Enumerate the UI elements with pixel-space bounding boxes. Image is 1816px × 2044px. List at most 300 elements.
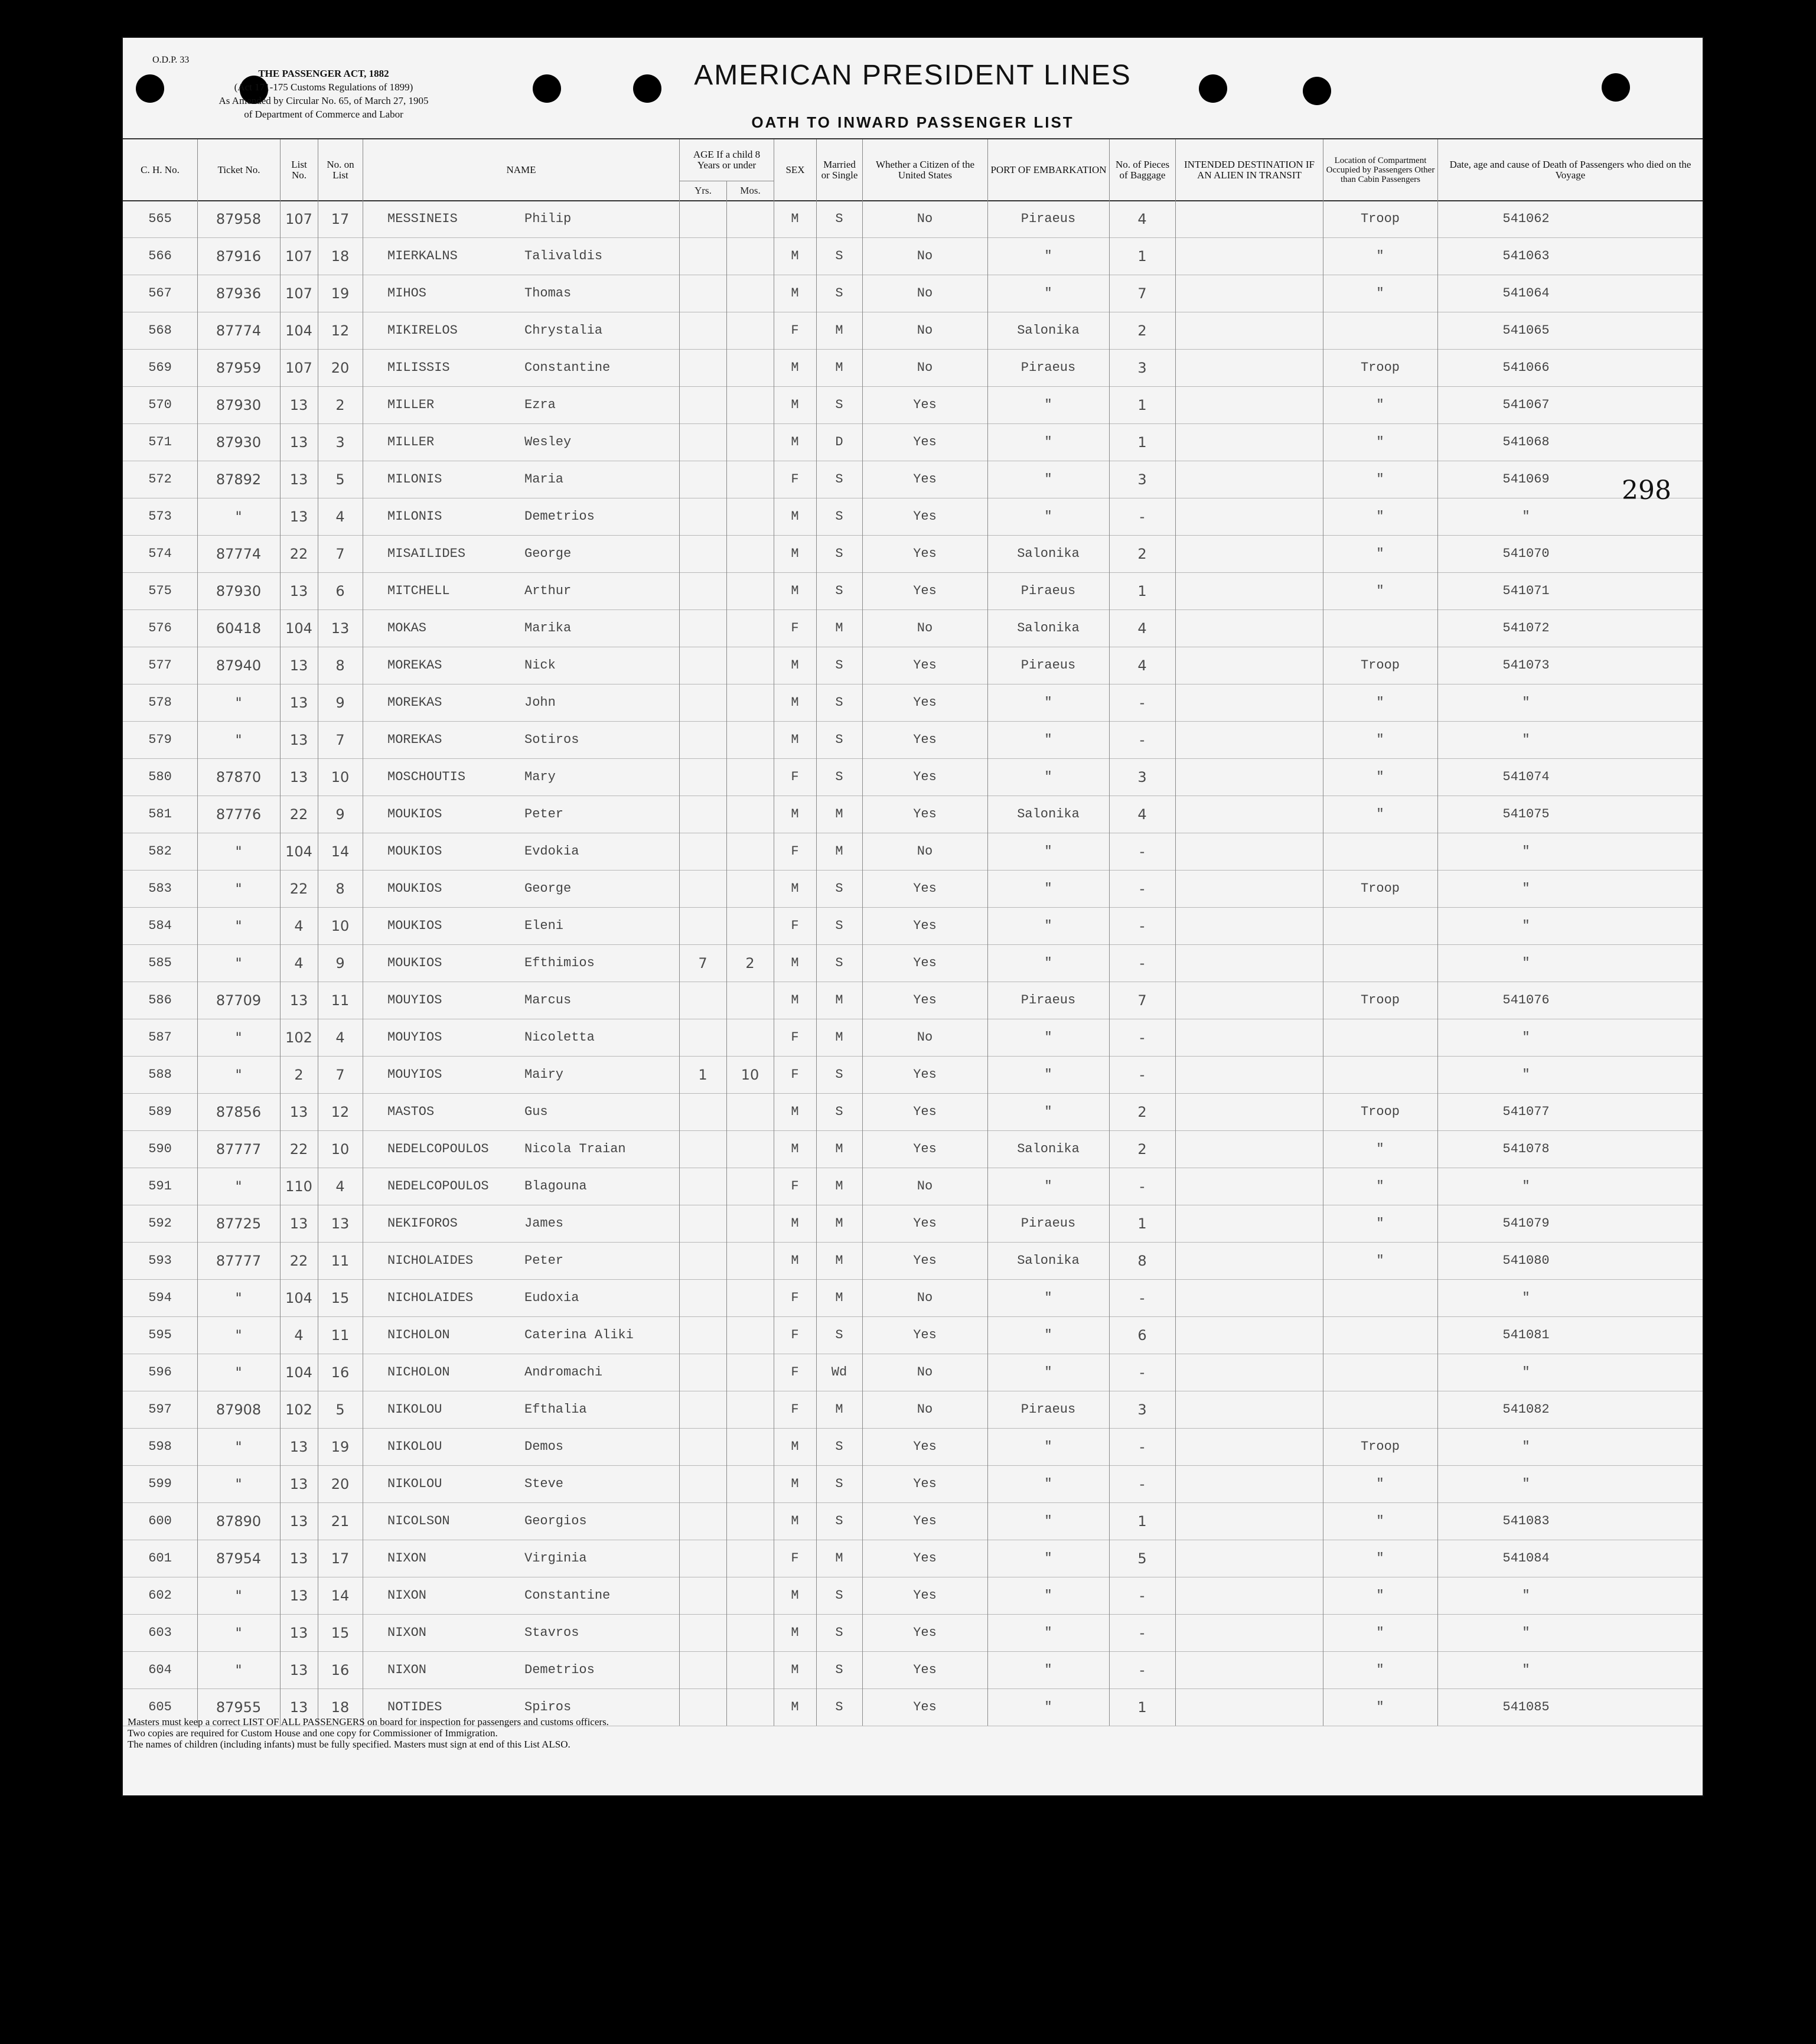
cell-port: " <box>1044 509 1052 524</box>
cell-surname: MOUKIOS <box>387 918 442 933</box>
cell-citizen: Yes <box>913 1625 937 1640</box>
cell-location: " <box>1376 509 1384 524</box>
cell-baggage: - <box>1139 731 1145 748</box>
cell-ticket-no: 87930 <box>216 433 262 451</box>
cell-age-mos <box>726 1279 774 1316</box>
cell-married: S <box>835 1439 843 1454</box>
cell-citizen: Yes <box>913 1662 937 1677</box>
cell-age-mos <box>726 833 774 870</box>
cell-age-mos <box>726 907 774 944</box>
cell-list-no: 104 <box>285 620 312 637</box>
cell-married: M <box>835 1253 843 1268</box>
cell-given-name: Virginia <box>524 1551 587 1566</box>
cell-age-mos <box>726 1577 774 1614</box>
cell-age-mos <box>726 349 774 386</box>
table-row <box>123 461 1703 498</box>
cell-death: 541079 <box>1502 1216 1550 1231</box>
cell-location: Troop <box>1360 658 1400 673</box>
cell-list-no: 13 <box>289 1587 308 1604</box>
cell-list-no: 102 <box>285 1401 312 1418</box>
cell-surname: NICOLSON <box>387 1514 450 1528</box>
cell-no-on-list: 16 <box>331 1364 350 1381</box>
cell-ch-no: 601 <box>148 1551 172 1566</box>
cell-ticket-no: 87777 <box>216 1140 262 1158</box>
cell-death: " <box>1522 1067 1530 1082</box>
cell-ticket-no: 87774 <box>216 545 262 562</box>
cell-location <box>1323 312 1437 349</box>
cell-age-mos: 10 <box>741 1066 759 1083</box>
table-row <box>123 684 1703 722</box>
cell-port: Salonika <box>1017 807 1080 821</box>
cell-death: 541085 <box>1502 1700 1550 1714</box>
cell-surname: MOUKIOS <box>387 881 442 896</box>
cell-port: " <box>1044 770 1052 784</box>
cell-sex: M <box>791 807 799 821</box>
cell-surname: MIERKALNS <box>387 249 458 263</box>
cell-age-mos <box>726 572 774 609</box>
cell-baggage: 3 <box>1137 471 1147 488</box>
cell-sex: M <box>791 435 799 449</box>
cell-given-name: Sotiros <box>524 732 579 747</box>
cell-baggage: 4 <box>1137 210 1147 227</box>
cell-citizen: Yes <box>913 695 937 710</box>
cell-location <box>1323 1019 1437 1056</box>
cell-death: 541071 <box>1502 583 1550 598</box>
header-list-no: List No. <box>280 139 318 200</box>
column-rule <box>726 200 727 1726</box>
cell-age-yrs <box>679 1205 726 1242</box>
cell-sex: F <box>791 1402 799 1417</box>
cell-age-yrs <box>679 1465 726 1502</box>
cell-baggage: 3 <box>1137 1401 1147 1418</box>
cell-age-yrs <box>679 386 726 423</box>
cell-age-yrs <box>679 1242 726 1279</box>
cell-age-yrs <box>679 1428 726 1465</box>
cell-location: " <box>1376 1179 1384 1194</box>
cell-location: " <box>1376 583 1384 598</box>
cell-citizen: No <box>917 249 933 263</box>
cell-port: " <box>1044 844 1052 859</box>
cell-sex: F <box>791 1030 799 1045</box>
cell-married: M <box>835 1030 843 1045</box>
cell-sex: F <box>791 1365 799 1380</box>
cell-age-yrs <box>679 1093 726 1130</box>
cell-married: S <box>835 770 843 784</box>
cell-citizen: No <box>917 844 933 859</box>
cell-list-no: 107 <box>285 247 312 265</box>
table-row <box>123 1614 1703 1652</box>
cell-sex: M <box>791 1216 799 1231</box>
cell-death: 541074 <box>1502 770 1550 784</box>
cell-given-name: Stavros <box>524 1625 579 1640</box>
cell-surname: MIHOS <box>387 286 427 301</box>
cell-no-on-list: 17 <box>331 210 350 227</box>
cell-list-no: 13 <box>289 657 308 674</box>
table-row <box>123 1242 1703 1280</box>
cell-given-name: Talivaldis <box>524 249 603 263</box>
cell-age-yrs <box>679 1540 726 1577</box>
table-row <box>123 572 1703 610</box>
cell-surname: NIKOLOU <box>387 1439 442 1454</box>
cell-citizen: Yes <box>913 1142 937 1156</box>
cell-ch-no: 570 <box>148 397 172 412</box>
cell-port: " <box>1044 1439 1052 1454</box>
cell-death: 541078 <box>1502 1142 1550 1156</box>
document-subtitle: OATH TO INWARD PASSENGER LIST <box>751 113 1074 131</box>
act-line: of Department of Commerce and Labor <box>244 109 403 120</box>
cell-baggage: 6 <box>1137 1326 1147 1344</box>
cell-location <box>1323 833 1437 870</box>
cell-surname: MOREKAS <box>387 732 442 747</box>
cell-given-name: Nick <box>524 658 556 673</box>
cell-port: Piraeus <box>1021 360 1076 375</box>
cell-location: " <box>1376 770 1384 784</box>
cell-ticket-no: 87870 <box>216 768 262 785</box>
cell-sex: M <box>791 1439 799 1454</box>
table-row <box>123 609 1703 647</box>
cell-surname: MOUYIOS <box>387 1067 442 1082</box>
cell-ticket-no: " <box>235 1438 242 1455</box>
cell-baggage: 7 <box>1137 992 1147 1009</box>
cell-baggage: 1 <box>1137 582 1147 599</box>
cell-given-name: Chrystalia <box>524 323 603 338</box>
table-row <box>123 833 1703 871</box>
cell-age-yrs <box>679 1279 726 1316</box>
cell-port: Salonika <box>1017 1253 1080 1268</box>
header-location: Location of Compartment Occupied by Passengers Other than Cabin Passengers <box>1323 139 1437 200</box>
cell-location: " <box>1376 1700 1384 1714</box>
table-row <box>123 312 1703 350</box>
cell-citizen: Yes <box>913 881 937 896</box>
footer-line: The names of children (including infants) must be fully specified. Masters must sign at end of this List ALSO. <box>128 1739 570 1750</box>
table-row <box>123 1056 1703 1094</box>
cell-ch-no: 575 <box>148 583 172 598</box>
cell-no-on-list: 8 <box>335 657 345 674</box>
cell-ticket-no: " <box>235 1587 242 1604</box>
table-row <box>123 1428 1703 1466</box>
cell-given-name: Wesley <box>524 435 572 449</box>
cell-location: " <box>1376 1551 1384 1566</box>
footer-line: Two copies are required for Custom House and one copy for Commissioner of Immigration. <box>128 1727 498 1739</box>
cell-married: M <box>835 1551 843 1566</box>
cell-ch-no: 578 <box>148 695 172 710</box>
cell-no-on-list: 9 <box>335 954 345 972</box>
cell-ch-no: 574 <box>148 546 172 561</box>
cell-list-no: 13 <box>289 396 308 413</box>
table-row <box>123 386 1703 424</box>
cell-married: S <box>835 658 843 673</box>
cell-baggage: 2 <box>1137 1140 1147 1158</box>
cell-age-yrs <box>679 609 726 647</box>
cell-given-name: Blagouna <box>524 1179 587 1194</box>
cell-given-name: Constantine <box>524 360 611 375</box>
cell-age-mos <box>726 1428 774 1465</box>
cell-location: " <box>1376 1588 1384 1603</box>
column-rule <box>1437 200 1438 1726</box>
cell-baggage: 3 <box>1137 768 1147 785</box>
cell-location: " <box>1376 1662 1384 1677</box>
cell-baggage: - <box>1139 954 1145 972</box>
cell-list-no: 4 <box>294 954 304 972</box>
cell-citizen: No <box>917 211 933 226</box>
cell-no-on-list: 12 <box>331 1103 350 1120</box>
table-row <box>123 1502 1703 1540</box>
cell-list-no: 13 <box>289 1215 308 1232</box>
cell-ch-no: 604 <box>148 1662 172 1677</box>
cell-citizen: Yes <box>913 435 937 449</box>
cell-given-name: Demos <box>524 1439 564 1454</box>
cell-given-name: Efthalia <box>524 1402 587 1417</box>
cell-sex: M <box>791 509 799 524</box>
cell-baggage: - <box>1139 508 1145 525</box>
cell-ticket-no: 87776 <box>216 806 262 823</box>
cell-list-no: 2 <box>294 1066 304 1083</box>
cell-married: M <box>835 993 843 1008</box>
cell-sex: F <box>791 621 799 635</box>
cell-surname: NICHOLAIDES <box>387 1253 474 1268</box>
cell-ticket-no: 87774 <box>216 322 262 339</box>
cell-baggage: 4 <box>1137 806 1147 823</box>
cell-age-mos <box>726 1093 774 1130</box>
cell-death: 541066 <box>1502 360 1550 375</box>
cell-given-name: Georgios <box>524 1514 587 1528</box>
cell-surname: NICHOLAIDES <box>387 1290 474 1305</box>
cell-citizen: Yes <box>913 397 937 412</box>
cell-ch-no: 588 <box>148 1067 172 1082</box>
cell-death: 541084 <box>1502 1551 1550 1566</box>
cell-given-name: Steve <box>524 1476 564 1491</box>
cell-age-mos <box>726 535 774 572</box>
cell-married: S <box>835 695 843 710</box>
cell-list-no: 13 <box>289 1624 308 1641</box>
cell-age-mos <box>726 1391 774 1428</box>
cell-married: S <box>835 1067 843 1082</box>
cell-ch-no: 572 <box>148 472 172 487</box>
cell-list-no: 13 <box>289 1550 308 1567</box>
cell-surname: MOKAS <box>387 621 427 635</box>
cell-citizen: No <box>917 1365 933 1380</box>
cell-married: M <box>835 1142 843 1156</box>
cell-no-on-list: 10 <box>331 1140 350 1158</box>
cell-list-no: 13 <box>289 1512 308 1530</box>
cell-port: Salonika <box>1017 323 1080 338</box>
cell-location: " <box>1376 286 1384 301</box>
cell-surname: MOSCHOUTIS <box>387 770 466 784</box>
cell-ticket-no: 87908 <box>216 1401 262 1418</box>
cell-ch-no: 567 <box>148 286 172 301</box>
cell-married: M <box>835 1402 843 1417</box>
cell-age-mos <box>726 1316 774 1354</box>
cell-ticket-no: 87725 <box>216 1215 262 1232</box>
cell-no-on-list: 19 <box>331 1438 350 1455</box>
cell-list-no: 13 <box>289 1438 308 1455</box>
cell-married: S <box>835 1700 843 1714</box>
cell-no-on-list: 10 <box>331 768 350 785</box>
cell-surname: NOTIDES <box>387 1700 442 1714</box>
cell-death: 541064 <box>1502 286 1550 301</box>
cell-death: 541081 <box>1502 1328 1550 1342</box>
cell-no-on-list: 19 <box>331 285 350 302</box>
cell-ch-no: 577 <box>148 658 172 673</box>
cell-given-name: Arthur <box>524 583 572 598</box>
cell-port: Salonika <box>1017 1142 1080 1156</box>
cell-ticket-no: " <box>235 508 242 525</box>
cell-sex: M <box>791 1476 799 1491</box>
cell-baggage: - <box>1139 880 1145 897</box>
table-row <box>123 982 1703 1019</box>
cell-location: Troop <box>1360 881 1400 896</box>
cell-death: 541076 <box>1502 993 1550 1008</box>
table-row <box>123 1577 1703 1615</box>
act-line: As Amended by Circular No. 65, of March 27, 1905 <box>219 95 429 106</box>
cell-given-name: Constantine <box>524 1588 611 1603</box>
cell-location: " <box>1376 1253 1384 1268</box>
cell-baggage: 8 <box>1137 1252 1147 1269</box>
column-rule <box>280 200 281 1726</box>
cell-baggage: - <box>1139 1066 1145 1083</box>
table-header <box>123 138 1703 201</box>
cell-baggage: 2 <box>1137 545 1147 562</box>
cell-given-name: Andromachi <box>524 1365 603 1380</box>
cell-age-mos <box>726 982 774 1019</box>
cell-given-name: Peter <box>524 1253 564 1268</box>
cell-no-on-list: 21 <box>331 1512 350 1530</box>
cell-surname: NICHOLON <box>387 1365 450 1380</box>
cell-surname: MOUYIOS <box>387 993 442 1008</box>
cell-citizen: Yes <box>913 1216 937 1231</box>
cell-ch-no: 582 <box>148 844 172 859</box>
cell-citizen: Yes <box>913 993 937 1008</box>
cell-list-no: 110 <box>285 1178 312 1195</box>
cell-ticket-no: " <box>235 880 242 897</box>
cell-married: M <box>835 621 843 635</box>
cell-list-no: 107 <box>285 210 312 227</box>
cell-age-yrs <box>679 1130 726 1168</box>
table-row <box>123 1540 1703 1577</box>
cell-death: " <box>1522 732 1530 747</box>
cell-location: " <box>1376 1216 1384 1231</box>
cell-location: " <box>1376 1476 1384 1491</box>
cell-no-on-list: 4 <box>335 508 345 525</box>
cell-citizen: No <box>917 1030 933 1045</box>
cell-surname: NIXON <box>387 1625 427 1640</box>
header-no-on-list: No. on List <box>318 139 363 200</box>
cell-ticket-no: 87940 <box>216 657 262 674</box>
cell-age-yrs <box>679 1354 726 1391</box>
cell-surname: NIXON <box>387 1662 427 1677</box>
cell-no-on-list: 18 <box>331 247 350 265</box>
cell-location: Troop <box>1360 993 1400 1008</box>
cell-death: " <box>1522 918 1530 933</box>
cell-no-on-list: 9 <box>335 694 345 711</box>
cell-given-name: George <box>524 546 572 561</box>
cell-port: " <box>1044 397 1052 412</box>
cell-baggage: 4 <box>1137 657 1147 674</box>
cell-list-no: 13 <box>289 768 308 785</box>
cell-age-yrs <box>679 423 726 461</box>
cell-ch-no: 566 <box>148 249 172 263</box>
cell-married: S <box>835 509 843 524</box>
cell-location: " <box>1376 732 1384 747</box>
cell-list-no: 22 <box>289 1140 308 1158</box>
cell-ticket-no: " <box>235 917 242 934</box>
cell-death: " <box>1522 1588 1530 1603</box>
cell-baggage: 1 <box>1137 247 1147 265</box>
cell-surname: MESSINEIS <box>387 211 458 226</box>
cell-sex: F <box>791 1551 799 1566</box>
table-row <box>123 237 1703 275</box>
cell-age-yrs <box>679 1502 726 1540</box>
cell-no-on-list: 11 <box>331 992 350 1009</box>
cell-no-on-list: 14 <box>331 1587 350 1604</box>
cell-baggage: 2 <box>1137 322 1147 339</box>
cell-list-no: 13 <box>289 471 308 488</box>
cell-married: S <box>835 1625 843 1640</box>
cell-age-mos <box>726 796 774 833</box>
cell-ticket-no: " <box>235 1178 242 1195</box>
cell-port: Piraeus <box>1021 658 1076 673</box>
cell-death: 541065 <box>1502 323 1550 338</box>
cell-no-on-list: 6 <box>335 582 345 599</box>
cell-married: S <box>835 732 843 747</box>
cell-location <box>1323 944 1437 982</box>
cell-baggage: - <box>1139 1178 1145 1195</box>
cell-ticket-no: 87930 <box>216 582 262 599</box>
cell-age-yrs <box>679 1614 726 1651</box>
cell-no-on-list: 11 <box>331 1326 350 1344</box>
cell-age-yrs <box>679 1019 726 1056</box>
table-row <box>123 1465 1703 1503</box>
cell-ticket-no: 87916 <box>216 247 262 265</box>
cell-port: " <box>1044 435 1052 449</box>
header-death: Date, age and cause of Death of Passengers who died on the Voyage <box>1437 139 1703 200</box>
cell-age-yrs <box>679 758 726 796</box>
cell-married: S <box>835 956 843 970</box>
cell-citizen: Yes <box>913 1104 937 1119</box>
cell-death: 541077 <box>1502 1104 1550 1119</box>
cell-port: " <box>1044 1700 1052 1714</box>
cell-age-yrs <box>679 535 726 572</box>
cell-port: " <box>1044 695 1052 710</box>
cell-baggage: - <box>1139 694 1145 711</box>
cell-age-yrs: 1 <box>698 1066 708 1083</box>
cell-citizen: No <box>917 360 933 375</box>
cell-death: 541068 <box>1502 435 1550 449</box>
cell-list-no: 13 <box>289 1475 308 1492</box>
cell-surname: NEDELCOPOULOS <box>387 1142 489 1156</box>
cell-no-on-list: 9 <box>335 806 345 823</box>
cell-ch-no: 576 <box>148 621 172 635</box>
cell-sex: F <box>791 323 799 338</box>
cell-location <box>1323 1056 1437 1093</box>
cell-surname: MIKIRELOS <box>387 323 458 338</box>
cell-married: M <box>835 323 843 338</box>
cell-ch-no: 603 <box>148 1625 172 1640</box>
cell-age-mos <box>726 609 774 647</box>
cell-no-on-list: 15 <box>331 1289 350 1306</box>
cell-surname: NICHOLON <box>387 1328 450 1342</box>
cell-list-no: 13 <box>289 508 308 525</box>
cell-death: 541075 <box>1502 807 1550 821</box>
cell-given-name: Marcus <box>524 993 572 1008</box>
cell-age-mos <box>726 1168 774 1205</box>
cell-death: " <box>1522 881 1530 896</box>
cell-port: " <box>1044 1290 1052 1305</box>
header-mos: Mos. <box>726 181 774 200</box>
cell-age-mos <box>726 386 774 423</box>
cell-location <box>1323 1316 1437 1354</box>
cell-baggage: 1 <box>1137 433 1147 451</box>
